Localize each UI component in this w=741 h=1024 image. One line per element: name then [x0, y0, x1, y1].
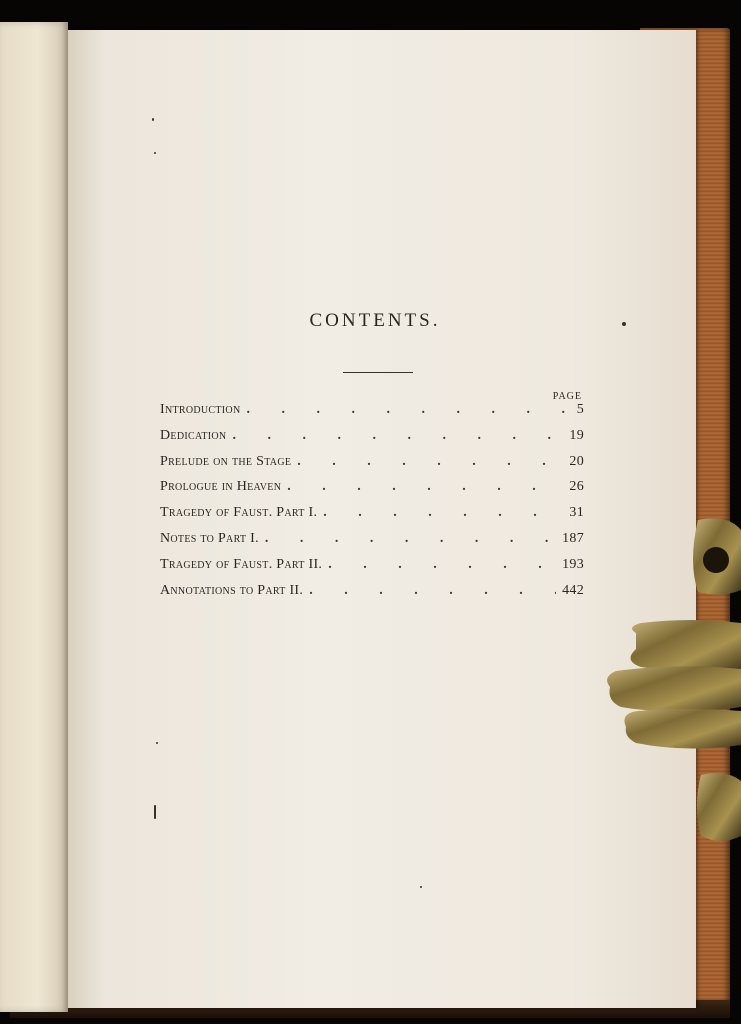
dot-leader — [309, 583, 556, 599]
page-column-label: PAGE — [552, 391, 582, 402]
toc-entry — [160, 428, 584, 454]
toc-entry-title: Notes to Part I. — [160, 530, 259, 546]
dot-leader — [246, 402, 570, 418]
toc-entry-title: Prelude on the Stage — [160, 453, 292, 469]
brass-clip-icon — [606, 515, 741, 845]
toc-entry-title: Annotations to Part II. — [160, 582, 304, 598]
table-of-contents — [160, 402, 584, 608]
toc-entry-title: Tragedy of Faust. Part I. — [160, 505, 318, 521]
dot-leader — [265, 531, 556, 547]
toc-entry-page: 20 — [569, 453, 584, 469]
toc-entry — [160, 531, 584, 557]
toc-entry — [160, 479, 584, 505]
toc-entry-page: 442 — [562, 582, 584, 598]
toc-entry-title: Dedication — [160, 427, 227, 443]
left-page — [0, 22, 68, 1012]
ink-speck — [154, 805, 156, 819]
dot-leader — [287, 479, 563, 495]
title-rule — [343, 372, 413, 373]
page-title: CONTENTS. — [309, 310, 441, 331]
ink-speck — [420, 886, 422, 888]
dot-leader — [232, 428, 563, 444]
toc-entry — [160, 583, 584, 609]
toc-entry-page: 5 — [576, 402, 584, 417]
contents-page — [160, 310, 584, 608]
toc-entry-title: Prologue in Heaven — [160, 479, 282, 495]
dot-leader — [328, 557, 556, 573]
dot-leader — [297, 454, 563, 470]
toc-entry — [160, 505, 584, 531]
toc-entry-title: Tragedy of Faust. Part II. — [160, 556, 323, 572]
toc-entry — [160, 454, 584, 480]
dot-leader — [323, 505, 563, 521]
toc-entry-page: 19 — [569, 427, 584, 443]
ink-speck — [622, 322, 626, 326]
toc-entry-page: 193 — [562, 556, 584, 572]
toc-entry-page: 26 — [569, 479, 584, 495]
ink-speck — [152, 118, 154, 121]
toc-entry-title: Introduction — [160, 402, 241, 417]
toc-entry-page: 31 — [569, 505, 584, 521]
ink-speck — [156, 742, 158, 744]
ink-speck — [154, 152, 156, 154]
toc-entry — [160, 402, 584, 428]
toc-entry-page: 187 — [562, 530, 584, 546]
toc-entry — [160, 557, 584, 583]
